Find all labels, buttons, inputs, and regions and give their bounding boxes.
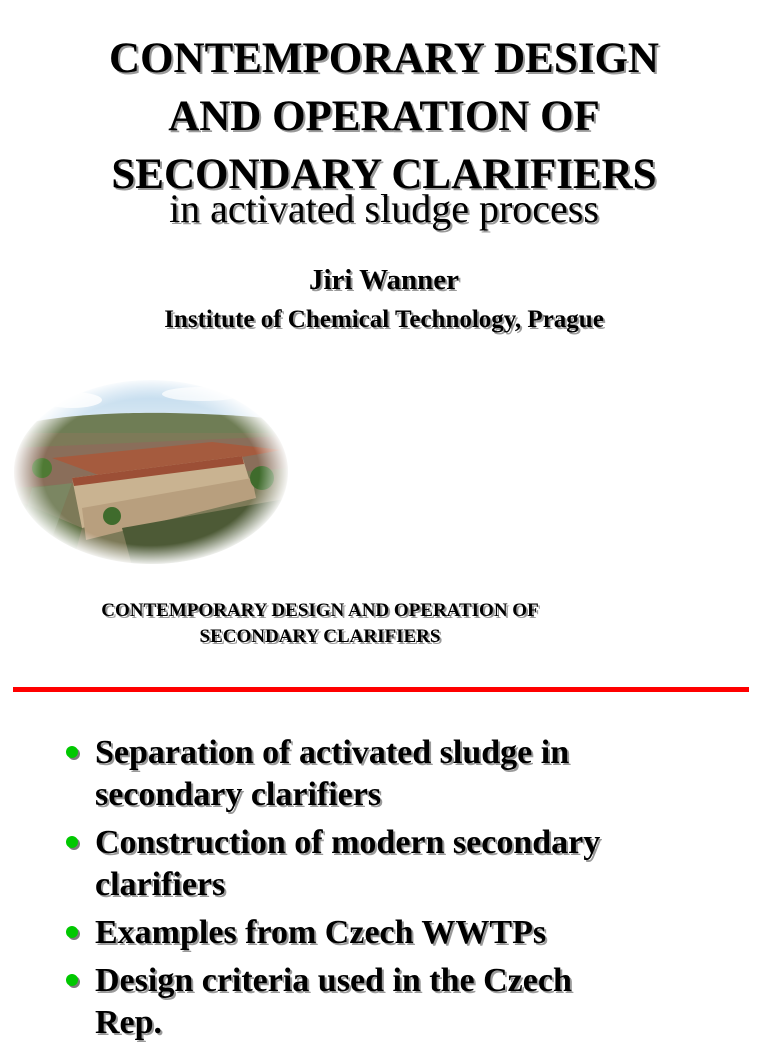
list-item-line: secondary clarifiers	[95, 776, 382, 813]
slide-title-line-3: SECONDARY CLARIFIERS	[111, 151, 657, 198]
list-item	[64, 822, 744, 906]
bullet-icon	[66, 836, 78, 848]
institute-name: Institute of Chemical Technology, Prague	[164, 306, 604, 333]
author-name: Jiri Wanner	[308, 264, 460, 296]
list-item-line: Design criteria used in the Czech	[95, 962, 572, 999]
list-item-line: Construction of modern secondary	[95, 824, 601, 861]
slide-title	[0, 30, 768, 204]
list-item-line: Rep.	[95, 1004, 163, 1041]
list-item-line: clarifiers	[95, 866, 226, 903]
slide-title-line-1: CONTEMPORARY DESIGN	[109, 35, 659, 82]
slide-header-line-2: SECONDARY CLARIFIERS	[199, 626, 441, 647]
bullet-icon	[66, 974, 78, 986]
divider-line	[13, 687, 749, 692]
bullet-icon	[66, 926, 78, 938]
list-item-line: Examples from Czech WWTPs	[95, 914, 547, 951]
list-item	[64, 912, 744, 954]
campus-aerial-photo	[12, 378, 290, 566]
list-item-line: Separation of activated sludge in	[95, 734, 570, 771]
list-item	[64, 960, 744, 1044]
list-item	[64, 732, 744, 816]
slide-header	[0, 598, 640, 650]
slide-title-line-2: AND OPERATION OF	[168, 93, 600, 140]
bullet-list	[64, 732, 744, 1050]
slide-header-line-1: CONTEMPORARY DESIGN AND OPERATION OF	[101, 600, 539, 621]
slide-subtitle: in activated sludge process	[169, 186, 599, 231]
bullet-icon	[66, 746, 78, 758]
